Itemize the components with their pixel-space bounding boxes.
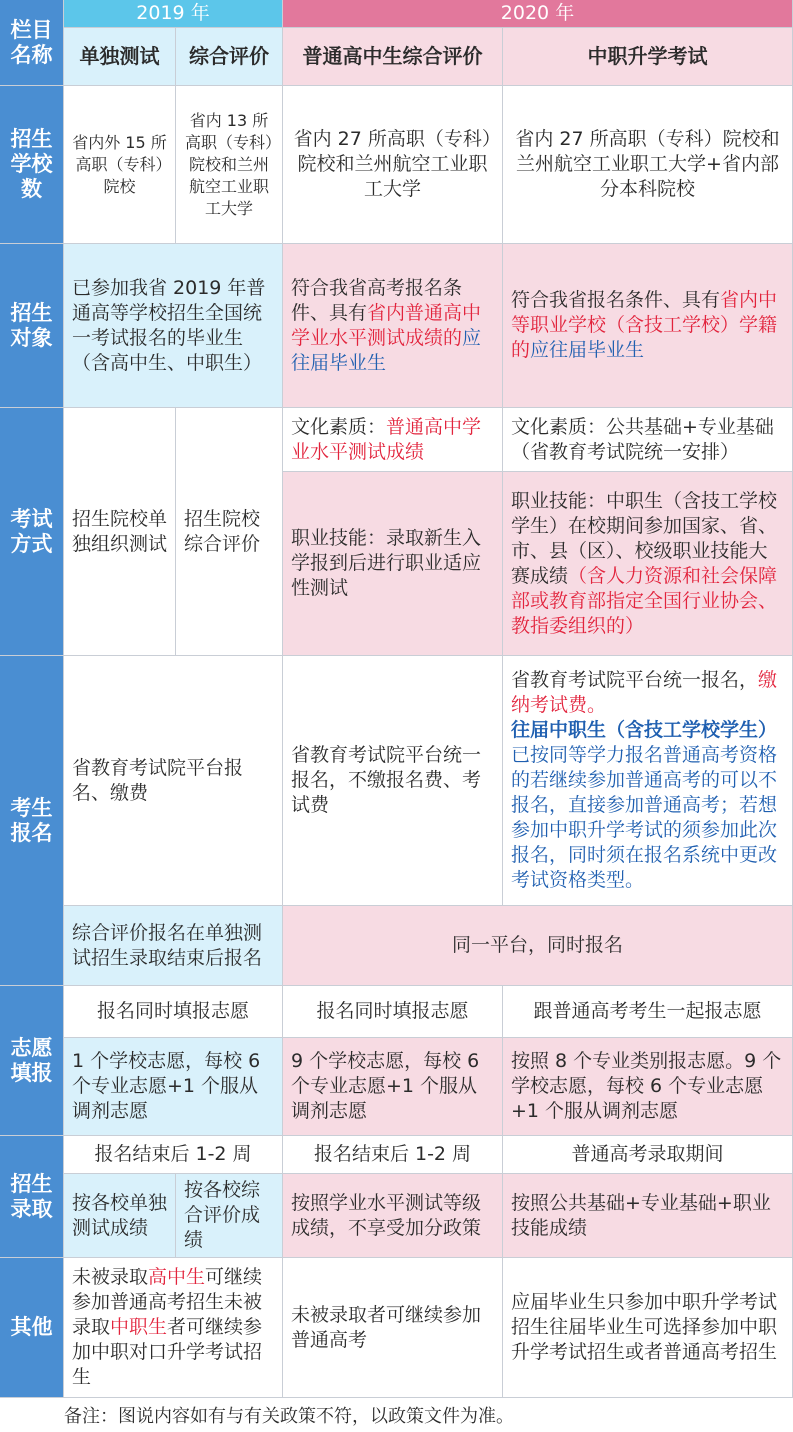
row-label-other: 其他 bbox=[0, 1258, 64, 1398]
admit-highschool-basis: 按照学业水平测试等级成绩，不享受加分政策 bbox=[283, 1174, 503, 1258]
row-label-register: 考生报名 bbox=[0, 656, 64, 986]
row-label-wish: 志愿填报 bbox=[0, 986, 64, 1136]
wish-highschool-timing: 报名同时填报志愿 bbox=[283, 986, 503, 1038]
target-vocational-text: 符合我省报名条件、具有省内中等职业学校（含技工学校）学籍的应往届毕业生 bbox=[511, 289, 778, 361]
wish-highschool-detail: 9 个学校志愿，每校 6 个专业志愿+1 个服从调剂志愿 bbox=[283, 1038, 503, 1136]
schools-comprehensive: 省内 13 所高职（专科）院校和兰州航空工业职工大学 bbox=[176, 86, 283, 244]
row-label-admit: 招生录取 bbox=[0, 1136, 64, 1258]
exam-comprehensive: 招生院校综合评价 bbox=[176, 408, 283, 656]
admit-vocational-timing: 普通高考录取期间 bbox=[503, 1136, 793, 1174]
footnote: 备注：图说内容如有与有关政策不符，以政策文件为准。 bbox=[64, 1406, 514, 1427]
register-2019: 省教育考试院平台报名、缴费 bbox=[64, 656, 283, 906]
register-highschool: 省教育考试院平台统一报名，不缴报名费、考试费 bbox=[283, 656, 503, 906]
wish-vocational-timing: 跟普通高考考生一起报志愿 bbox=[503, 986, 793, 1038]
column-header-comprehensive-evaluation: 综合评价 bbox=[176, 28, 283, 86]
admit-single-test-basis: 按各校单独测试成绩 bbox=[64, 1174, 176, 1258]
other-2019-text: 未被录取高中生可继续参加普通高考招生未被录取中职生者可继续参加中职对口升学考试招生 bbox=[72, 1266, 263, 1388]
schools-single-test: 省内外 15 所高职（专科）院校 bbox=[64, 86, 176, 244]
schools-vocational: 省内 27 所高职（专科）院校和兰州航空工业职工大学+省内部分本科院校 bbox=[503, 86, 793, 244]
target-highschool bbox=[283, 244, 503, 408]
column-header-single-test: 单独测试 bbox=[64, 28, 176, 86]
row-label-schools: 招生学校数 bbox=[0, 86, 64, 244]
column-header-highschool-evaluation: 普通高中生综合评价 bbox=[283, 28, 503, 86]
row-label-exam: 考试方式 bbox=[0, 408, 64, 656]
exam-highschool-culture bbox=[283, 408, 503, 472]
year-2020-header: 2020 年 bbox=[283, 0, 793, 28]
exam-vocational-culture: 文化素质：公共基础+专业基础（省教育考试院统一安排） bbox=[503, 408, 793, 472]
exam-vocational-skill bbox=[503, 472, 793, 656]
register-2020-note: 同一平台，同时报名 bbox=[283, 906, 793, 986]
schools-highschool: 省内 27 所高职（专科）院校和兰州航空工业职工大学 bbox=[283, 86, 503, 244]
other-vocational: 应届毕业生只参加中职升学考试招生往届毕业生可选择参加中职升学考试招生或者普通高考招生 bbox=[503, 1258, 793, 1398]
target-2019: 已参加我省 2019 年普通高等学校招生全国统一考试报名的毕业生（含高中生、中职生） bbox=[64, 244, 283, 408]
target-highschool-text: 符合我省高考报名条件、具有省内普通高中学业水平测试成绩的应往届毕业生 bbox=[291, 276, 482, 374]
register-vocational-text: 省教育考试院平台统一报名，缴纳考试费。 往届中职生（含技工学校学生）已按同等学力报名普通高考资格的若继续参加普通高考的可以不报名，直接参加普通高考；若想参加中职升学考试的须参加此次报名，同时须在报名系统中更改考试资格类型。 bbox=[511, 669, 778, 891]
admit-comprehensive-basis: 按各校综合评价成绩 bbox=[176, 1174, 283, 1258]
wish-2019-detail: 1 个学校志愿，每校 6 个专业志愿+1 个服从调剂志愿 bbox=[64, 1038, 283, 1136]
admit-2019-timing: 报名结束后 1-2 周 bbox=[64, 1136, 283, 1174]
other-2019 bbox=[64, 1258, 283, 1398]
target-vocational bbox=[503, 244, 793, 408]
exam-highschool-culture-text: 文化素质：普通高中学业水平测试成绩 bbox=[291, 415, 482, 463]
row-label-target: 招生对象 bbox=[0, 244, 64, 408]
register-vocational bbox=[503, 656, 793, 906]
year-2019-header: 2019 年 bbox=[64, 0, 283, 28]
exam-vocational-skill-text: 职业技能：中职生（含技工学校学生）在校期间参加国家、省、市、县（区）、校级职业技能大赛成绩（含人力资源和社会保障部或教育部指定全国行业协会、教指委组织的） bbox=[511, 489, 778, 637]
wish-2019-timing: 报名同时填报志愿 bbox=[64, 986, 283, 1038]
column-header-vocational-exam: 中职升学考试 bbox=[503, 28, 793, 86]
admit-highschool-timing: 报名结束后 1-2 周 bbox=[283, 1136, 503, 1174]
exam-highschool-skill: 职业技能：录取新生入学报到后进行职业适应性测试 bbox=[283, 472, 503, 656]
wish-vocational-detail: 按照 8 个专业类别报志愿。9 个学校志愿，每校 6 个专业志愿+1 个服从调剂志愿 bbox=[503, 1038, 793, 1136]
exam-single-test: 招生院校单独组织测试 bbox=[64, 408, 176, 656]
other-highschool: 未被录取者可继续参加普通高考 bbox=[283, 1258, 503, 1398]
admit-vocational-basis: 按照公共基础+专业基础+职业技能成绩 bbox=[503, 1174, 793, 1258]
register-2019-note: 综合评价报名在单独测试招生录取结束后报名 bbox=[64, 906, 283, 986]
row-label-header: 栏目名称 bbox=[0, 0, 64, 86]
